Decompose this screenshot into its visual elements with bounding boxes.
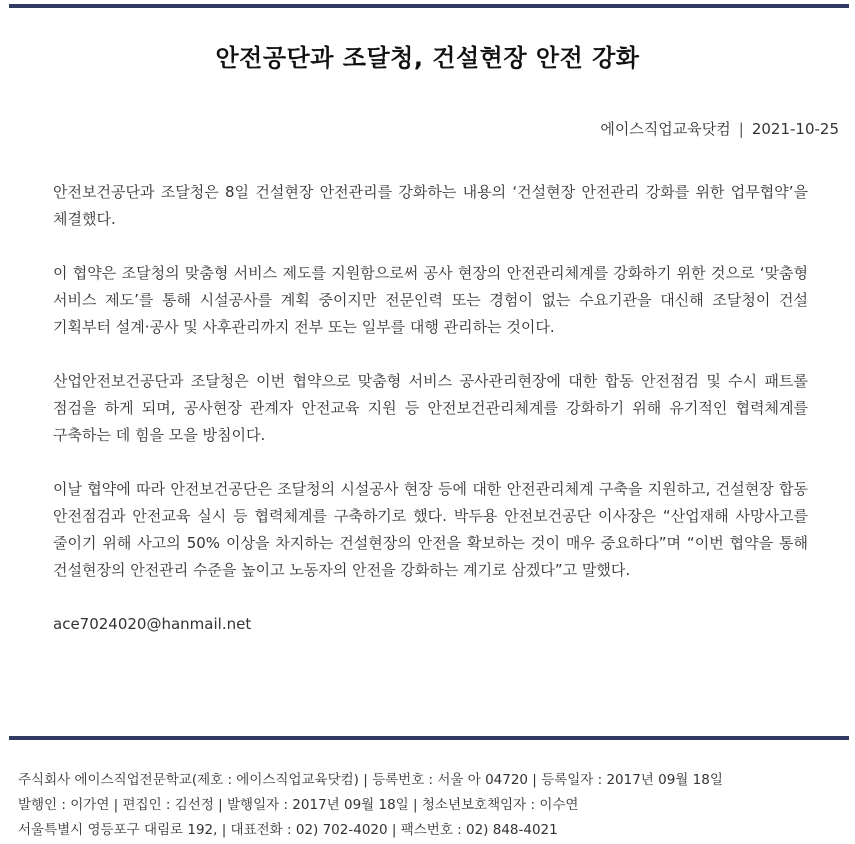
article-paragraph-4: 이날 협약에 따라 안전보건공단은 조달청의 시설공사 현장 등에 대한 안전관리체계 구축을 지원하고, 건설현장 합동 안전점검과 안전교육 실시 등 협력체계를 구축하기로 했다. 박두용 안전보건공단 이사장은 “산업재해 사망사고를 줄이기 위해 사고의 50% 이상을 차지하는 건설현장의 안전을 확보하는 것이 매우 중요하다”며 “이번 협약을 통해 건설현장의 안전관리 수준을 높이고 노동자의 안전을 강화하는 계기로 삼겠다”고 말했다. — [53, 480, 808, 579]
bottom-divider — [9, 736, 849, 740]
article-title: 안전공단과 조달청, 건설현장 안전 강화 — [215, 44, 640, 72]
article-source: 에이스직업교육닷컴 — [600, 120, 731, 138]
article-paragraph-3: 산업안전보건공단과 조달청은 이번 협약으로 맞춤형 서비스 공사관리현장에 대한 합동 안전점검 및 수시 패트롤 점검을 하게 되며, 공사현장 관계자 안전교육 지원 등 안전보건관리체계를 강화하기 위해 유기적인 협력체계를 구축하는 데 힘을 모을 방침이다. — [53, 372, 808, 444]
site-footer — [18, 768, 848, 843]
article-date: 2021-10-25 — [751, 120, 839, 138]
footer-contact-info: 서울특별시 영등포구 대림로 192, | 대표전화 : 02) 702-4020 | 팩스번호 : 02) 848-4021 — [18, 822, 558, 838]
top-divider — [9, 4, 849, 8]
article-paragraph-1: 안전보건공단과 조달청은 8일 건설현장 안전관리를 강화하는 내용의 ‘건설현장 안전관리 강화를 위한 업무협약’을 체결했다. — [53, 183, 808, 228]
article-paragraph-2: 이 협약은 조달청의 맞춤형 서비스 제도를 지원함으로써 공사 현장의 안전관리체계를 강화하기 위한 것으로 ‘맞춤형 서비스 제도’를 통해 시설공사를 계획 중이지만 전문인력 또는 경험이 없는 수요기관을 대신해 조달청이 건설 기획부터 설계·공사 및 사후관리까지 전부 또는 일부를 대행 관리하는 것이다. — [53, 264, 808, 336]
article-byline — [600, 118, 839, 139]
footer-company-info: 주식회사 에이스직업전문학교(제호 : 에이스직업교육닷컴) | 등록번호 : 서울 아 04720 | 등록일자 : 2017년 09월 18일 — [18, 772, 723, 788]
reporter-email: ace7024020@hanmail.net — [53, 615, 252, 633]
byline-separator: | — [738, 120, 744, 138]
article-body — [53, 179, 808, 638]
footer-publisher-info: 발행인 : 이가연 | 편집인 : 김선정 | 발행일자 : 2017년 09월 18일 | 청소년보호책임자 : 이수연 — [18, 797, 579, 813]
